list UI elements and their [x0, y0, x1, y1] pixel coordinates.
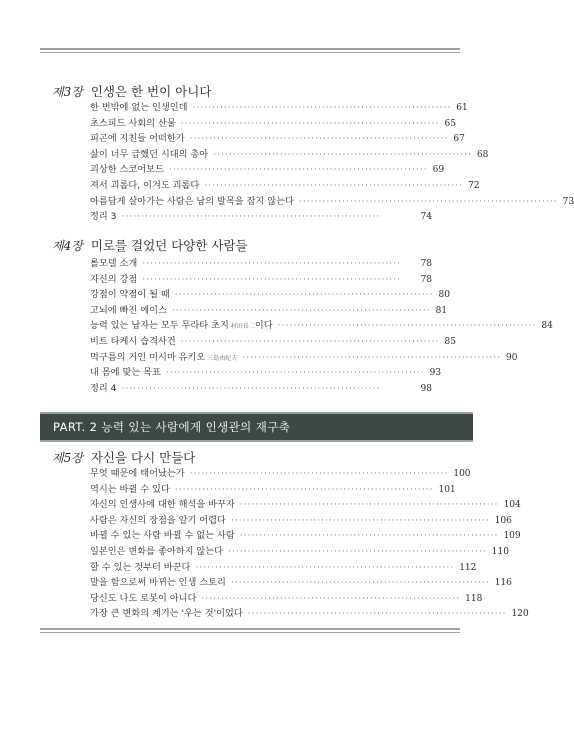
page-number: 104 — [503, 500, 521, 511]
toc-entry[interactable]: 자신의 강점 ·································································· 78 — [90, 272, 432, 288]
chapter-5-heading — [52, 448, 195, 466]
page-number: 73 — [562, 196, 574, 207]
page-number: 72 — [468, 180, 480, 191]
toc-entry[interactable]: 초스피드 사회의 산물 ·································································· 65 — [90, 116, 432, 132]
page-number: 110 — [491, 546, 509, 557]
page-number: 81 — [435, 305, 448, 316]
toc-entry[interactable]: 삶이 너무 급했던 시대의 총아 ·································································· 68 — [90, 147, 432, 163]
chapter-number: 제5장 — [52, 451, 83, 465]
part-2-banner: PART. 2 능력 있는 사람에게 인생관의 재구축 — [40, 412, 473, 442]
chapter-number: 제4장 — [52, 239, 83, 253]
page-number: 69 — [432, 165, 445, 176]
toc-entry[interactable]: 정리 4 ·································································· 98 — [90, 381, 432, 397]
chapter-title: 미로를 걸었던 다양한 사람들 — [90, 238, 248, 253]
page-number: 78 — [420, 274, 432, 285]
toc-entry[interactable]: 롤모델 소개 ·································································· 78 — [90, 256, 432, 272]
top-rule — [40, 48, 460, 50]
toc-entry[interactable]: 무엇 때문에 태어났는가 ·································································· 100 — [90, 466, 432, 482]
toc-entry[interactable]: 일본인은 변화를 좋아하지 않는다 ·································································· 110 — [90, 544, 432, 560]
page-number: 85 — [444, 336, 456, 347]
page-number: 93 — [429, 368, 442, 379]
page-number: 100 — [453, 469, 471, 479]
toc-entry[interactable]: 정리 3 ·································································· 74 — [90, 209, 432, 225]
page-number: 106 — [494, 515, 512, 526]
page-number: 78 — [420, 259, 432, 269]
toc-entry[interactable]: 말을 함으로써 바뀌는 인생 스토리 ·································································· 116 — [90, 575, 432, 591]
page-number: 74 — [420, 212, 432, 223]
chapter-title: 자신을 다시 만들다 — [90, 450, 196, 465]
chapter-3-toc — [90, 100, 574, 225]
page-number: 109 — [503, 531, 521, 542]
chapter-4-heading — [52, 236, 248, 254]
bottom-rule-thin — [40, 632, 460, 633]
bottom-rule — [40, 628, 460, 630]
toc-entry[interactable]: 아름답게 살아가는 사람은 남의 발목을 잡지 않는다 ·································································· 73 — [90, 194, 432, 210]
top-rule-thin — [40, 52, 460, 53]
page-number: 61 — [456, 103, 468, 113]
toc-entry[interactable]: 가장 큰 변화의 계기는 '우는 것'이었다 ·································································· 120 — [90, 606, 432, 622]
toc-entry[interactable]: 능력 있는 남자는 모두 무라타 초지 村田長二 이다 ·································································· 84 — [90, 318, 432, 334]
hanja-annotation: 村田長二 — [230, 323, 255, 331]
page-number: 84 — [541, 321, 553, 332]
page-number: 101 — [438, 484, 456, 495]
toc-entry[interactable]: 피곤에 지친들 어떠한가 ·································································· 67 — [90, 131, 432, 147]
page-number: 116 — [494, 578, 512, 589]
page-number: 67 — [453, 134, 465, 145]
toc-entry[interactable]: 비트 타케시 습격사건 ·································································· 85 — [90, 334, 432, 350]
page-number: 65 — [444, 118, 456, 129]
toc-entry[interactable]: 먹구름의 거인 미시마 유키오 三島由紀夫 ·································································· 90 — [90, 350, 432, 366]
page-number: 80 — [438, 290, 450, 301]
chapter-number: 제3장 — [52, 85, 83, 99]
page-number: 98 — [420, 383, 432, 394]
toc-entry[interactable]: 바뀔 수 있는 사람 바뀔 수 없는 사람 ·································································· 109 — [90, 528, 432, 544]
page-number: 118 — [465, 593, 483, 604]
toc-entry[interactable]: 역시는 바뀔 수 있다 ·································································· 101 — [90, 482, 432, 498]
toc-entry[interactable]: 져서 괴롭다, 이겨도 괴롭다 ·································································· 72 — [90, 178, 432, 194]
chapter-4-toc — [90, 256, 553, 396]
toc-entry[interactable]: 할 수 있는 것부터 바꾼다 ·································································· 112 — [90, 560, 432, 576]
chapter-3-heading — [52, 82, 211, 100]
chapter-title: 인생은 한 번이 아니다 — [90, 84, 212, 99]
toc-entry[interactable]: 사람은 자신의 장점을 알기 어렵다 ·································································· 106 — [90, 513, 432, 529]
toc-entry[interactable]: 내 몸에 맞는 목표 ·································································· 93 — [90, 365, 432, 381]
page-number: 90 — [506, 352, 518, 363]
page-number: 120 — [511, 609, 529, 620]
toc-entry[interactable]: 강점이 약점이 될 때 ·································································· 80 — [90, 287, 432, 303]
toc-entry[interactable]: 자신의 인생사에 대한 해석을 바꾸자 ·································································· 104 — [90, 497, 432, 513]
toc-entry[interactable]: 고뇌에 빠진 에이스 ·································································· 81 — [90, 303, 432, 319]
page-number: 68 — [476, 149, 489, 160]
chapter-5-toc — [90, 466, 529, 622]
toc-entry[interactable]: 괴상한 스코어보드 ·································································· 69 — [90, 162, 432, 178]
page-number: 112 — [459, 562, 477, 573]
hanja-annotation: 三島由紀夫 — [207, 354, 238, 362]
toc-entry[interactable]: 한 번밖에 없는 인생인데 ·································································· 61 — [90, 100, 432, 116]
toc-entry[interactable]: 당신도 나도 로봇이 아니다 ·································································· 118 — [90, 591, 432, 607]
